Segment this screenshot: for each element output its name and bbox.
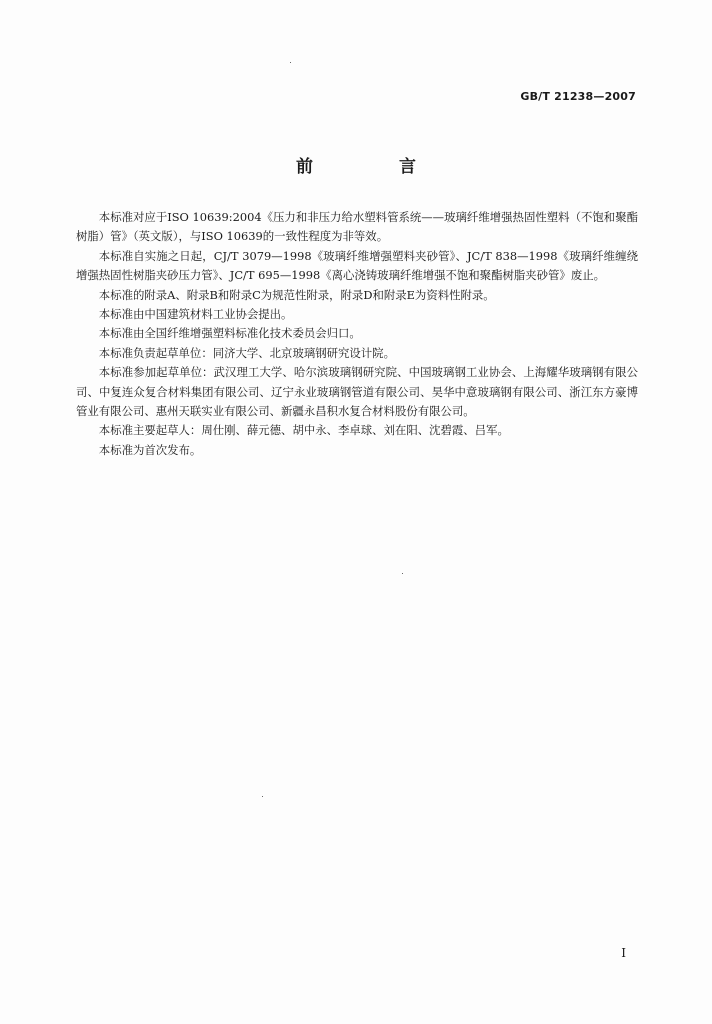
- paragraph-participating-drafters: 本标准参加起草单位：武汉理工大学、哈尔滨玻璃钢研究院、中国玻璃钢工业协会、上海耀华玻璃钢有限公司、中复连众复合材料集团有限公司、辽宁永业玻璃钢管道有限公司、昊华中意玻璃钢有限公司、浙江东方豪博管业有限公司、惠州天联实业有限公司、新疆永昌积水复合材料股份有限公司。: [76, 365, 638, 419]
- paragraph-main-authors: 本标准主要起草人：周仕刚、薛元德、胡中永、李卓球、刘在阳、沈碧霞、吕军。: [98, 423, 509, 438]
- paragraph-annexes: 本标准的附录A、附录B和附录C为规范性附录，附录D和附录E为资料性附录。: [98, 287, 495, 302]
- paragraph-superseded: 本标准自实施之日起，CJ/T 3079—1998《玻璃纤维增强塑料夹砂管》、JC/T 838—1998《玻璃纤维缠绕增强热固性树脂夹砂压力管》、JC/T 695—1998《离心浇铸玻璃纤维增强不饱和聚酯树脂夹砂管》废止。: [76, 248, 638, 283]
- page-title: 前 言: [296, 157, 456, 177]
- paragraph-first-release: 本标准为首次发布。: [98, 442, 202, 457]
- foreword-body: [76, 208, 638, 460]
- paragraph-proposed-by: 本标准由中国建筑材料工业协会提出。: [98, 307, 293, 322]
- paragraph-lead-drafters: 本标准负责起草单位：同济大学、北京玻璃钢研究设计院。: [98, 345, 395, 360]
- paragraph-correspondence: 本标准对应于ISO 10639:2004《压力和非压力给水塑料管系统——玻璃纤维增强热固性塑料（不饱和聚酯树脂）管》（英文版），与ISO 10639的一致性程度为非等效。: [76, 210, 638, 244]
- paragraph-administered-by: 本标准由全国纤维增强塑料标准化技术委员会归口。: [98, 326, 361, 341]
- standard-number: GB/T 21238—2007: [520, 90, 636, 103]
- scan-speck: [402, 573, 403, 574]
- scan-speck: [290, 62, 291, 63]
- scan-speck: [262, 796, 263, 797]
- page-number: I: [621, 946, 626, 960]
